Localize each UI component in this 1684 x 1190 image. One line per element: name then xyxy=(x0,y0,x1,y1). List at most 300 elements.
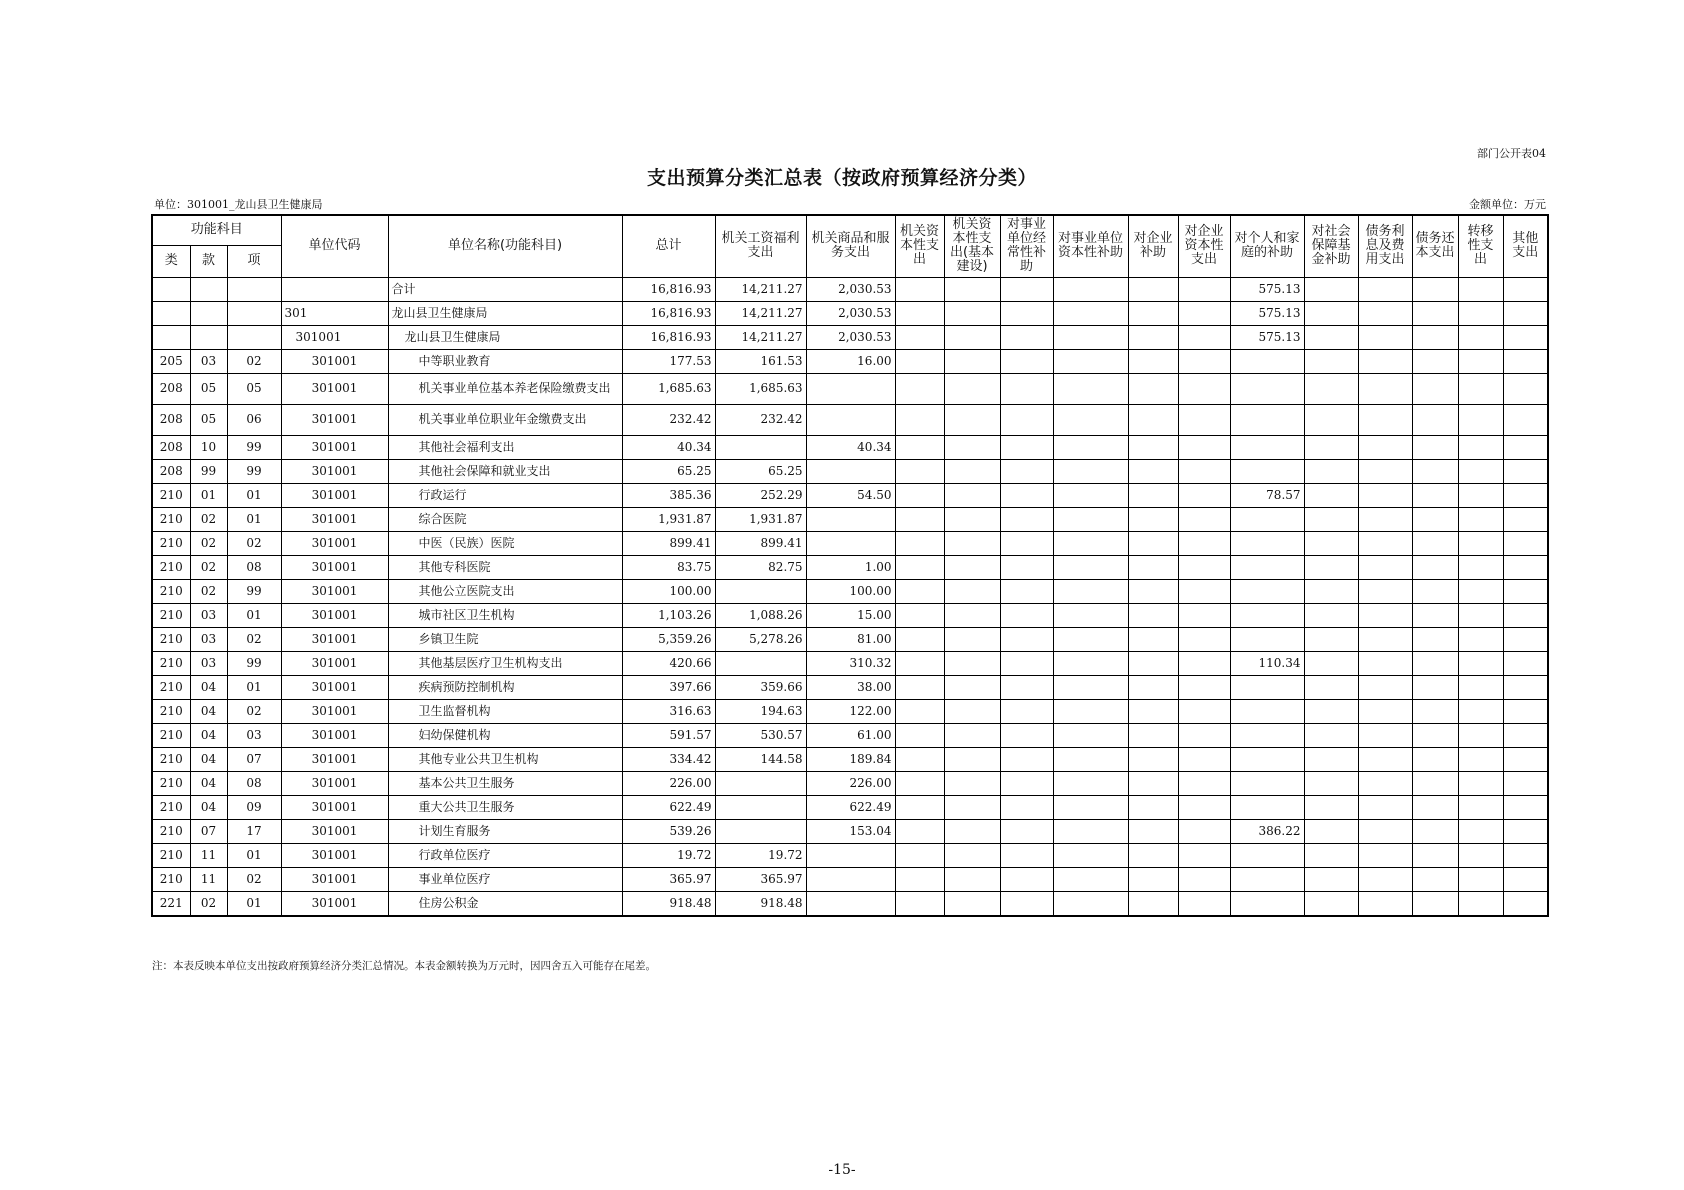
cell-social-security-fund xyxy=(1304,723,1358,747)
cell-unit-name: 城市社区卫生机构 xyxy=(388,603,622,627)
cell-total: 622.49 xyxy=(622,795,715,819)
cell-unit-name: 其他专科医院 xyxy=(388,555,622,579)
cell-enterprise-capital xyxy=(1178,675,1230,699)
cell-debt-principal xyxy=(1412,373,1458,404)
cell-enterprise-capital xyxy=(1178,435,1230,459)
cell-social-security-fund xyxy=(1304,373,1358,404)
cell-social-security-fund xyxy=(1304,627,1358,651)
cell-social-security-fund xyxy=(1304,277,1358,301)
cell-other xyxy=(1503,651,1548,675)
header-transfer: 转移性支出 xyxy=(1458,215,1503,277)
cell-unit-name: 龙山县卫生健康局 xyxy=(388,301,622,325)
cell-enterprise-subsidy xyxy=(1128,507,1178,531)
cell-unit-code: 301001 xyxy=(281,373,388,404)
cell-transfer xyxy=(1458,277,1503,301)
cell-transfer xyxy=(1458,819,1503,843)
table-row xyxy=(152,819,1548,843)
cell-unit-name: 龙山县卫生健康局 xyxy=(388,325,622,349)
cell-unit-name: 行政单位医疗 xyxy=(388,843,622,867)
cell-wage-welfare: 252.29 xyxy=(715,483,806,507)
cell-transfer xyxy=(1458,723,1503,747)
cell-transfer xyxy=(1458,325,1503,349)
cell-inst-capital-subsidy xyxy=(1053,699,1128,723)
cell-goods-services: 2,030.53 xyxy=(806,301,895,325)
cell-goods-services xyxy=(806,373,895,404)
cell-xiang: 06 xyxy=(227,404,281,435)
cell-enterprise-subsidy xyxy=(1128,651,1178,675)
cell-unit-code: 301001 xyxy=(281,579,388,603)
cell-capital xyxy=(895,891,944,916)
cell-xiang: 02 xyxy=(227,531,281,555)
header-func-subject: 功能科目 xyxy=(152,215,281,245)
cell-unit-name: 其他社会福利支出 xyxy=(388,435,622,459)
cell-capital xyxy=(895,723,944,747)
cell-inst-capital-subsidy xyxy=(1053,579,1128,603)
cell-xiang xyxy=(227,325,281,349)
cell-social-security-fund xyxy=(1304,483,1358,507)
cell-capital-construction xyxy=(944,435,1000,459)
cell-social-security-fund xyxy=(1304,555,1358,579)
cell-transfer xyxy=(1458,404,1503,435)
cell-capital-construction xyxy=(944,819,1000,843)
cell-kuan xyxy=(190,301,227,325)
cell-goods-services: 15.00 xyxy=(806,603,895,627)
cell-wage-welfare: 161.53 xyxy=(715,349,806,373)
cell-inst-regular-subsidy xyxy=(1000,867,1053,891)
header-enterprise-capital: 对企业资本性支出 xyxy=(1178,215,1230,277)
cell-wage-welfare: 82.75 xyxy=(715,555,806,579)
cell-debt-interest xyxy=(1358,531,1412,555)
cell-goods-services: 100.00 xyxy=(806,579,895,603)
cell-enterprise-capital xyxy=(1178,867,1230,891)
cell-debt-interest xyxy=(1358,277,1412,301)
cell-kuan xyxy=(190,277,227,301)
cell-unit-name: 其他社会保障和就业支出 xyxy=(388,459,622,483)
cell-goods-services: 122.00 xyxy=(806,699,895,723)
cell-other xyxy=(1503,723,1548,747)
cell-xiang: 02 xyxy=(227,349,281,373)
cell-enterprise-capital xyxy=(1178,723,1230,747)
cell-personal-subsidy xyxy=(1230,531,1304,555)
cell-total: 16,816.93 xyxy=(622,277,715,301)
cell-total: 83.75 xyxy=(622,555,715,579)
cell-inst-regular-subsidy xyxy=(1000,747,1053,771)
cell-personal-subsidy xyxy=(1230,891,1304,916)
cell-capital-construction xyxy=(944,627,1000,651)
cell-other xyxy=(1503,325,1548,349)
cell-unit-name: 妇幼保健机构 xyxy=(388,723,622,747)
header-unit-name: 单位名称(功能科目) xyxy=(388,215,622,277)
cell-total: 365.97 xyxy=(622,867,715,891)
cell-capital xyxy=(895,675,944,699)
cell-unit-code: 301001 xyxy=(281,531,388,555)
header-debt-principal: 债务还本支出 xyxy=(1412,215,1458,277)
cell-social-security-fund xyxy=(1304,651,1358,675)
cell-xiang: 99 xyxy=(227,579,281,603)
cell-inst-regular-subsidy xyxy=(1000,723,1053,747)
cell-lei: 210 xyxy=(152,723,190,747)
cell-lei: 210 xyxy=(152,843,190,867)
cell-other xyxy=(1503,555,1548,579)
cell-wage-welfare: 359.66 xyxy=(715,675,806,699)
cell-total: 16,816.93 xyxy=(622,325,715,349)
cell-xiang: 01 xyxy=(227,483,281,507)
table-row xyxy=(152,507,1548,531)
cell-debt-interest xyxy=(1358,891,1412,916)
cell-unit-name: 乡镇卫生院 xyxy=(388,627,622,651)
cell-inst-regular-subsidy xyxy=(1000,843,1053,867)
cell-lei xyxy=(152,301,190,325)
cell-debt-interest xyxy=(1358,579,1412,603)
cell-xiang: 17 xyxy=(227,819,281,843)
header-enterprise-subsidy: 对企业补助 xyxy=(1128,215,1178,277)
table-row xyxy=(152,435,1548,459)
cell-xiang xyxy=(227,277,281,301)
cell-other xyxy=(1503,867,1548,891)
cell-enterprise-capital xyxy=(1178,699,1230,723)
cell-capital xyxy=(895,579,944,603)
cell-xiang: 02 xyxy=(227,699,281,723)
cell-personal-subsidy xyxy=(1230,404,1304,435)
table-row xyxy=(152,301,1548,325)
cell-goods-services xyxy=(806,531,895,555)
cell-personal-subsidy: 575.13 xyxy=(1230,277,1304,301)
cell-unit-code: 301001 xyxy=(281,891,388,916)
cell-inst-capital-subsidy xyxy=(1053,891,1128,916)
cell-enterprise-subsidy xyxy=(1128,843,1178,867)
cell-transfer xyxy=(1458,795,1503,819)
cell-kuan: 04 xyxy=(190,699,227,723)
cell-total: 591.57 xyxy=(622,723,715,747)
cell-other xyxy=(1503,675,1548,699)
cell-enterprise-capital xyxy=(1178,819,1230,843)
cell-enterprise-subsidy xyxy=(1128,771,1178,795)
footnote: 注：本表反映本单位支出按政府预算经济分类汇总情况。本表金额转换为万元时，因四舍五入可能存在尾差。 xyxy=(152,960,656,972)
cell-inst-capital-subsidy xyxy=(1053,603,1128,627)
cell-goods-services: 38.00 xyxy=(806,675,895,699)
cell-enterprise-subsidy xyxy=(1128,891,1178,916)
cell-transfer xyxy=(1458,459,1503,483)
cell-total: 1,685.63 xyxy=(622,373,715,404)
cell-enterprise-capital xyxy=(1178,301,1230,325)
cell-total: 334.42 xyxy=(622,747,715,771)
cell-capital xyxy=(895,483,944,507)
cell-social-security-fund xyxy=(1304,843,1358,867)
cell-capital xyxy=(895,867,944,891)
cell-inst-capital-subsidy xyxy=(1053,507,1128,531)
cell-unit-name: 事业单位医疗 xyxy=(388,867,622,891)
cell-other xyxy=(1503,404,1548,435)
cell-enterprise-subsidy xyxy=(1128,675,1178,699)
cell-debt-interest xyxy=(1358,867,1412,891)
cell-personal-subsidy xyxy=(1230,579,1304,603)
cell-transfer xyxy=(1458,301,1503,325)
cell-other xyxy=(1503,795,1548,819)
cell-capital-construction xyxy=(944,675,1000,699)
cell-inst-regular-subsidy xyxy=(1000,325,1053,349)
header-capital: 机关资本性支出 xyxy=(895,215,944,277)
cell-goods-services: 2,030.53 xyxy=(806,325,895,349)
cell-debt-interest xyxy=(1358,627,1412,651)
cell-debt-principal xyxy=(1412,891,1458,916)
cell-social-security-fund xyxy=(1304,699,1358,723)
cell-inst-regular-subsidy xyxy=(1000,891,1053,916)
cell-inst-capital-subsidy xyxy=(1053,325,1128,349)
cell-goods-services xyxy=(806,507,895,531)
cell-lei: 208 xyxy=(152,404,190,435)
cell-debt-interest xyxy=(1358,723,1412,747)
cell-lei: 210 xyxy=(152,747,190,771)
cell-other xyxy=(1503,507,1548,531)
cell-capital-construction xyxy=(944,459,1000,483)
cell-total: 65.25 xyxy=(622,459,715,483)
cell-unit-name: 其他基层医疗卫生机构支出 xyxy=(388,651,622,675)
cell-enterprise-subsidy xyxy=(1128,819,1178,843)
cell-enterprise-subsidy xyxy=(1128,747,1178,771)
cell-other xyxy=(1503,843,1548,867)
table-row xyxy=(152,579,1548,603)
cell-xiang: 08 xyxy=(227,555,281,579)
cell-goods-services: 189.84 xyxy=(806,747,895,771)
cell-debt-principal xyxy=(1412,603,1458,627)
cell-inst-regular-subsidy xyxy=(1000,819,1053,843)
cell-capital-construction xyxy=(944,301,1000,325)
cell-wage-welfare xyxy=(715,579,806,603)
cell-social-security-fund xyxy=(1304,891,1358,916)
cell-wage-welfare: 899.41 xyxy=(715,531,806,555)
cell-capital-construction xyxy=(944,867,1000,891)
cell-kuan: 02 xyxy=(190,507,227,531)
cell-enterprise-capital xyxy=(1178,325,1230,349)
cell-xiang: 05 xyxy=(227,373,281,404)
cell-unit-name: 合计 xyxy=(388,277,622,301)
cell-capital-construction xyxy=(944,325,1000,349)
cell-other xyxy=(1503,603,1548,627)
header-other: 其他支出 xyxy=(1503,215,1548,277)
cell-enterprise-capital xyxy=(1178,771,1230,795)
cell-transfer xyxy=(1458,675,1503,699)
cell-enterprise-capital xyxy=(1178,603,1230,627)
cell-kuan: 03 xyxy=(190,627,227,651)
cell-enterprise-subsidy xyxy=(1128,404,1178,435)
cell-inst-capital-subsidy xyxy=(1053,747,1128,771)
cell-kuan: 10 xyxy=(190,435,227,459)
cell-capital xyxy=(895,349,944,373)
cell-enterprise-capital xyxy=(1178,627,1230,651)
cell-debt-interest xyxy=(1358,795,1412,819)
cell-other xyxy=(1503,627,1548,651)
cell-capital xyxy=(895,531,944,555)
cell-unit-code: 301001 xyxy=(281,675,388,699)
cell-goods-services: 2,030.53 xyxy=(806,277,895,301)
cell-enterprise-subsidy xyxy=(1128,699,1178,723)
table-row xyxy=(152,373,1548,404)
cell-total: 19.72 xyxy=(622,843,715,867)
cell-lei: 208 xyxy=(152,373,190,404)
cell-debt-principal xyxy=(1412,819,1458,843)
cell-wage-welfare: 14,211.27 xyxy=(715,277,806,301)
cell-capital xyxy=(895,277,944,301)
cell-unit-name: 疾病预防控制机构 xyxy=(388,675,622,699)
cell-unit-name: 其他公立医院支出 xyxy=(388,579,622,603)
cell-unit-code: 301001 xyxy=(281,555,388,579)
header-unit-code: 单位代码 xyxy=(281,215,388,277)
cell-enterprise-capital xyxy=(1178,507,1230,531)
cell-enterprise-subsidy xyxy=(1128,459,1178,483)
cell-lei: 208 xyxy=(152,459,190,483)
cell-capital-construction xyxy=(944,723,1000,747)
cell-transfer xyxy=(1458,747,1503,771)
cell-personal-subsidy xyxy=(1230,699,1304,723)
cell-kuan: 02 xyxy=(190,579,227,603)
cell-debt-interest xyxy=(1358,699,1412,723)
cell-capital xyxy=(895,627,944,651)
cell-personal-subsidy xyxy=(1230,459,1304,483)
cell-lei: 210 xyxy=(152,675,190,699)
cell-transfer xyxy=(1458,891,1503,916)
cell-debt-interest xyxy=(1358,651,1412,675)
cell-enterprise-capital xyxy=(1178,843,1230,867)
cell-inst-regular-subsidy xyxy=(1000,675,1053,699)
cell-personal-subsidy xyxy=(1230,435,1304,459)
cell-enterprise-capital xyxy=(1178,459,1230,483)
cell-enterprise-subsidy xyxy=(1128,325,1178,349)
cell-transfer xyxy=(1458,555,1503,579)
cell-social-security-fund xyxy=(1304,301,1358,325)
cell-inst-capital-subsidy xyxy=(1053,723,1128,747)
cell-capital xyxy=(895,843,944,867)
cell-enterprise-subsidy xyxy=(1128,579,1178,603)
cell-total: 232.42 xyxy=(622,404,715,435)
cell-capital xyxy=(895,459,944,483)
cell-goods-services: 40.34 xyxy=(806,435,895,459)
cell-unit-name: 重大公共卫生服务 xyxy=(388,795,622,819)
cell-transfer xyxy=(1458,603,1503,627)
cell-enterprise-capital xyxy=(1178,795,1230,819)
cell-social-security-fund xyxy=(1304,531,1358,555)
cell-inst-regular-subsidy xyxy=(1000,555,1053,579)
cell-capital-construction xyxy=(944,651,1000,675)
cell-total: 40.34 xyxy=(622,435,715,459)
cell-social-security-fund xyxy=(1304,603,1358,627)
cell-lei: 210 xyxy=(152,795,190,819)
cell-personal-subsidy: 110.34 xyxy=(1230,651,1304,675)
table-row xyxy=(152,627,1548,651)
cell-kuan: 02 xyxy=(190,531,227,555)
cell-personal-subsidy: 386.22 xyxy=(1230,819,1304,843)
cell-lei: 221 xyxy=(152,891,190,916)
cell-inst-regular-subsidy xyxy=(1000,579,1053,603)
cell-inst-regular-subsidy xyxy=(1000,373,1053,404)
cell-capital-construction xyxy=(944,891,1000,916)
header-kuan: 款 xyxy=(190,245,227,277)
cell-total: 899.41 xyxy=(622,531,715,555)
cell-personal-subsidy xyxy=(1230,867,1304,891)
cell-xiang: 01 xyxy=(227,603,281,627)
cell-enterprise-capital xyxy=(1178,579,1230,603)
cell-personal-subsidy xyxy=(1230,795,1304,819)
table-row xyxy=(152,771,1548,795)
cell-wage-welfare: 14,211.27 xyxy=(715,325,806,349)
cell-unit-name: 机关事业单位基本养老保险缴费支出 xyxy=(388,373,622,404)
cell-unit-name: 综合医院 xyxy=(388,507,622,531)
cell-kuan: 04 xyxy=(190,723,227,747)
cell-wage-welfare: 1,685.63 xyxy=(715,373,806,404)
cell-personal-subsidy xyxy=(1230,747,1304,771)
cell-capital-construction xyxy=(944,373,1000,404)
table-row xyxy=(152,603,1548,627)
cell-lei: 210 xyxy=(152,483,190,507)
budget-table xyxy=(151,214,1549,917)
cell-lei: 205 xyxy=(152,349,190,373)
cell-other xyxy=(1503,579,1548,603)
cell-total: 100.00 xyxy=(622,579,715,603)
cell-capital xyxy=(895,819,944,843)
cell-kuan: 03 xyxy=(190,349,227,373)
cell-social-security-fund xyxy=(1304,675,1358,699)
cell-wage-welfare: 194.63 xyxy=(715,699,806,723)
cell-kuan: 03 xyxy=(190,603,227,627)
cell-wage-welfare: 14,211.27 xyxy=(715,301,806,325)
cell-xiang: 08 xyxy=(227,771,281,795)
cell-unit-name: 住房公积金 xyxy=(388,891,622,916)
cell-capital-construction xyxy=(944,404,1000,435)
cell-wage-welfare: 1,088.26 xyxy=(715,603,806,627)
cell-unit-name: 基本公共卫生服务 xyxy=(388,771,622,795)
header-total: 总计 xyxy=(622,215,715,277)
cell-kuan: 02 xyxy=(190,555,227,579)
cell-kuan: 04 xyxy=(190,675,227,699)
cell-total: 539.26 xyxy=(622,819,715,843)
cell-capital-construction xyxy=(944,349,1000,373)
cell-social-security-fund xyxy=(1304,867,1358,891)
cell-transfer xyxy=(1458,579,1503,603)
cell-kuan: 05 xyxy=(190,373,227,404)
cell-kuan xyxy=(190,325,227,349)
cell-capital xyxy=(895,747,944,771)
cell-inst-regular-subsidy xyxy=(1000,603,1053,627)
cell-debt-interest xyxy=(1358,404,1412,435)
cell-enterprise-subsidy xyxy=(1128,373,1178,404)
cell-unit-name: 计划生育服务 xyxy=(388,819,622,843)
cell-inst-capital-subsidy xyxy=(1053,301,1128,325)
cell-inst-capital-subsidy xyxy=(1053,819,1128,843)
cell-inst-capital-subsidy xyxy=(1053,867,1128,891)
cell-other xyxy=(1503,435,1548,459)
cell-other xyxy=(1503,277,1548,301)
cell-unit-code: 301001 xyxy=(281,819,388,843)
cell-kuan: 05 xyxy=(190,404,227,435)
cell-wage-welfare: 65.25 xyxy=(715,459,806,483)
header-xiang: 项 xyxy=(227,245,281,277)
cell-capital xyxy=(895,771,944,795)
cell-capital-construction xyxy=(944,603,1000,627)
cell-capital xyxy=(895,699,944,723)
cell-capital xyxy=(895,404,944,435)
cell-social-security-fund xyxy=(1304,435,1358,459)
cell-capital xyxy=(895,651,944,675)
cell-social-security-fund xyxy=(1304,747,1358,771)
cell-unit-code: 301001 xyxy=(281,843,388,867)
cell-unit-code: 301001 xyxy=(281,795,388,819)
cell-capital-construction xyxy=(944,795,1000,819)
cell-unit-name: 中等职业教育 xyxy=(388,349,622,373)
cell-personal-subsidy xyxy=(1230,349,1304,373)
cell-lei: 210 xyxy=(152,531,190,555)
cell-transfer xyxy=(1458,435,1503,459)
cell-inst-regular-subsidy xyxy=(1000,349,1053,373)
cell-goods-services xyxy=(806,891,895,916)
